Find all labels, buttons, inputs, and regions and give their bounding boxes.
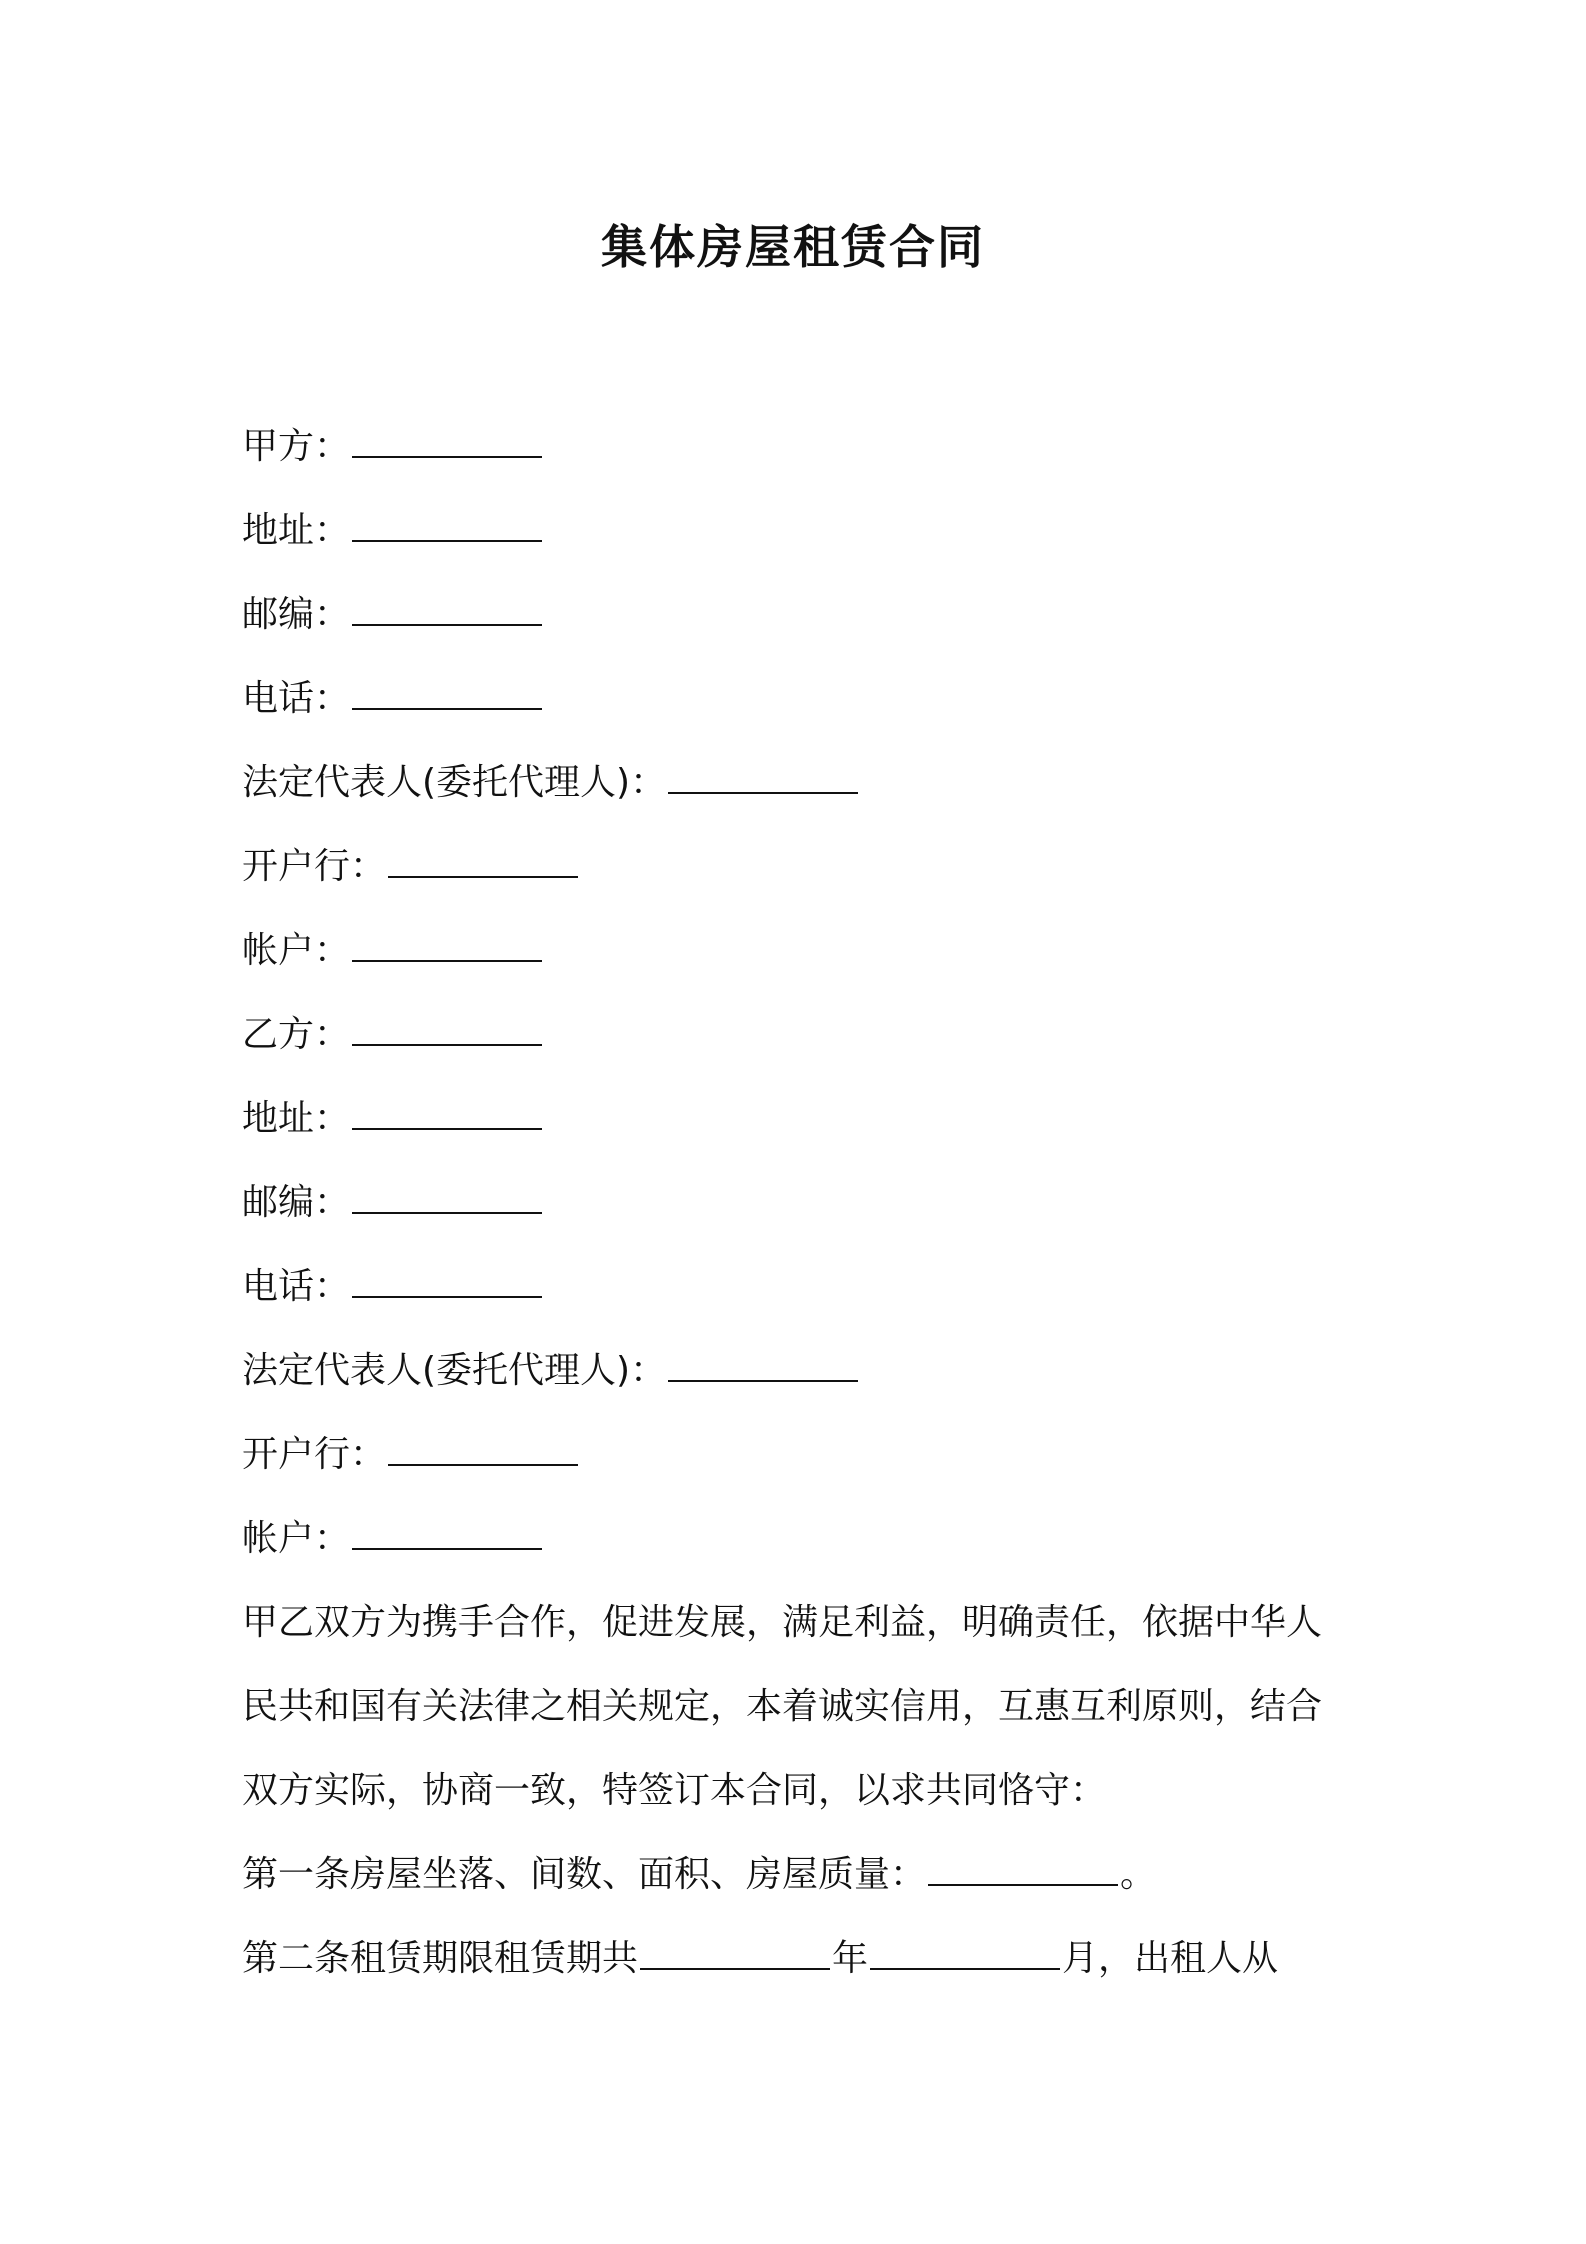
party-b-phone-label: 电话： xyxy=(242,1266,351,1307)
preamble-line-1: 甲乙双方为携手合作，促进发展，满足利益，明确责任，依据中华人 xyxy=(242,1602,1323,1643)
contract-body xyxy=(242,405,1372,2001)
party-b-label: 乙方： xyxy=(242,1014,351,1055)
party-a-blank[interactable] xyxy=(352,428,542,458)
party-a-bank-line xyxy=(242,825,1372,909)
party-a-postcode-blank[interactable] xyxy=(352,596,542,626)
party-b-account-blank[interactable] xyxy=(352,1520,542,1550)
party-b-phone-line xyxy=(242,1245,1372,1329)
party-b-address-blank[interactable] xyxy=(352,1100,542,1130)
party-a-line xyxy=(242,405,1372,489)
party-b-postcode-line xyxy=(242,1161,1372,1245)
party-a-address-line xyxy=(242,489,1372,573)
party-a-phone-blank[interactable] xyxy=(352,680,542,710)
party-a-bank-blank[interactable] xyxy=(388,848,578,878)
party-b-bank-line xyxy=(242,1413,1372,1497)
article-2-year-unit: 年 xyxy=(832,1938,869,1979)
preamble-line-2: 民共和国有关法律之相关规定，本着诚实信用，互惠互利原则，结合 xyxy=(242,1686,1323,1727)
party-b-address-line xyxy=(242,1077,1372,1161)
party-b-postcode-blank[interactable] xyxy=(352,1184,542,1214)
article-1-blank[interactable] xyxy=(928,1856,1118,1886)
party-a-account-line xyxy=(242,909,1372,993)
party-a-label: 甲方： xyxy=(242,426,351,467)
party-b-bank-blank[interactable] xyxy=(388,1436,578,1466)
article-2-line xyxy=(242,1917,1372,2001)
party-b-bank-label: 开户行： xyxy=(242,1434,387,1475)
party-a-account-blank[interactable] xyxy=(352,932,542,962)
party-a-phone-line xyxy=(242,657,1372,741)
party-b-address-label: 地址： xyxy=(242,1098,351,1139)
party-a-address-blank[interactable] xyxy=(352,512,542,542)
article-2-years-blank[interactable] xyxy=(640,1940,830,1970)
party-a-phone-label: 电话： xyxy=(242,678,351,719)
article-1-end: 。 xyxy=(1120,1854,1157,1895)
party-b-account-line xyxy=(242,1497,1372,1581)
party-a-bank-label: 开户行： xyxy=(242,846,387,887)
article-2-month-tail: 月，出租人从 xyxy=(1062,1938,1279,1979)
article-2-text: 第二条租赁期限租赁期共 xyxy=(242,1938,639,1979)
party-a-account-label: 帐户： xyxy=(242,930,351,971)
party-a-address-label: 地址： xyxy=(242,510,351,551)
party-b-legal-rep-line xyxy=(242,1329,1372,1413)
preamble-line-3: 双方实际，协商一致，特签订本合同，以求共同恪守： xyxy=(242,1770,1107,1811)
article-2-months-blank[interactable] xyxy=(870,1940,1060,1970)
party-a-postcode-label: 邮编： xyxy=(242,594,351,635)
party-a-legal-rep-line xyxy=(242,741,1372,825)
party-a-legal-rep-blank[interactable] xyxy=(668,764,858,794)
party-a-postcode-line xyxy=(242,573,1372,657)
party-a-legal-rep-label: 法定代表人(委托代理人)： xyxy=(242,762,667,803)
party-b-line xyxy=(242,993,1372,1077)
article-1-text: 第一条房屋坐落、间数、面积、房屋质量： xyxy=(242,1854,927,1895)
party-b-legal-rep-label: 法定代表人(委托代理人)： xyxy=(242,1350,667,1391)
article-1-line xyxy=(242,1833,1372,1917)
party-b-legal-rep-blank[interactable] xyxy=(668,1352,858,1382)
party-b-blank[interactable] xyxy=(352,1016,542,1046)
party-b-account-label: 帐户： xyxy=(242,1518,351,1559)
document-title: 集体房屋租赁合同 xyxy=(601,220,985,274)
party-b-phone-blank[interactable] xyxy=(352,1268,542,1298)
party-b-postcode-label: 邮编： xyxy=(242,1182,351,1223)
